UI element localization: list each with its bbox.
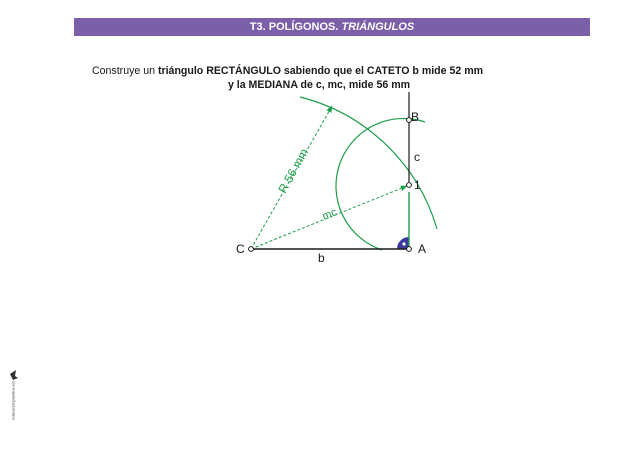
header-title-suffix: TRIÁNGULOS <box>341 21 415 33</box>
logo-text: educacionplastica.net <box>10 381 16 420</box>
label-A: A <box>418 242 427 256</box>
point-C <box>249 247 254 252</box>
label-b: b <box>318 251 325 265</box>
label-radius: R 56 mm <box>275 146 312 196</box>
statement-line-2: y la MEDIANA de c, mc, mide 56 mm <box>227 79 411 91</box>
statement-intro: Construye un <box>92 65 158 77</box>
point-1 <box>407 183 412 188</box>
right-angle-dot <box>402 242 405 245</box>
label-1: 1 <box>414 178 421 192</box>
label-median: mc <box>320 206 339 223</box>
label-B: B <box>411 110 420 124</box>
label-C: C <box>236 242 245 256</box>
publisher-logo <box>6 368 20 432</box>
statement-bold: triángulo RECTÁNGULO sabiendo que el CATETO b mide 52 mm <box>157 65 484 77</box>
header-title-prefix: T3. POLÍGONOS. <box>249 21 339 33</box>
label-c: c <box>414 150 420 164</box>
point-A <box>407 247 412 252</box>
